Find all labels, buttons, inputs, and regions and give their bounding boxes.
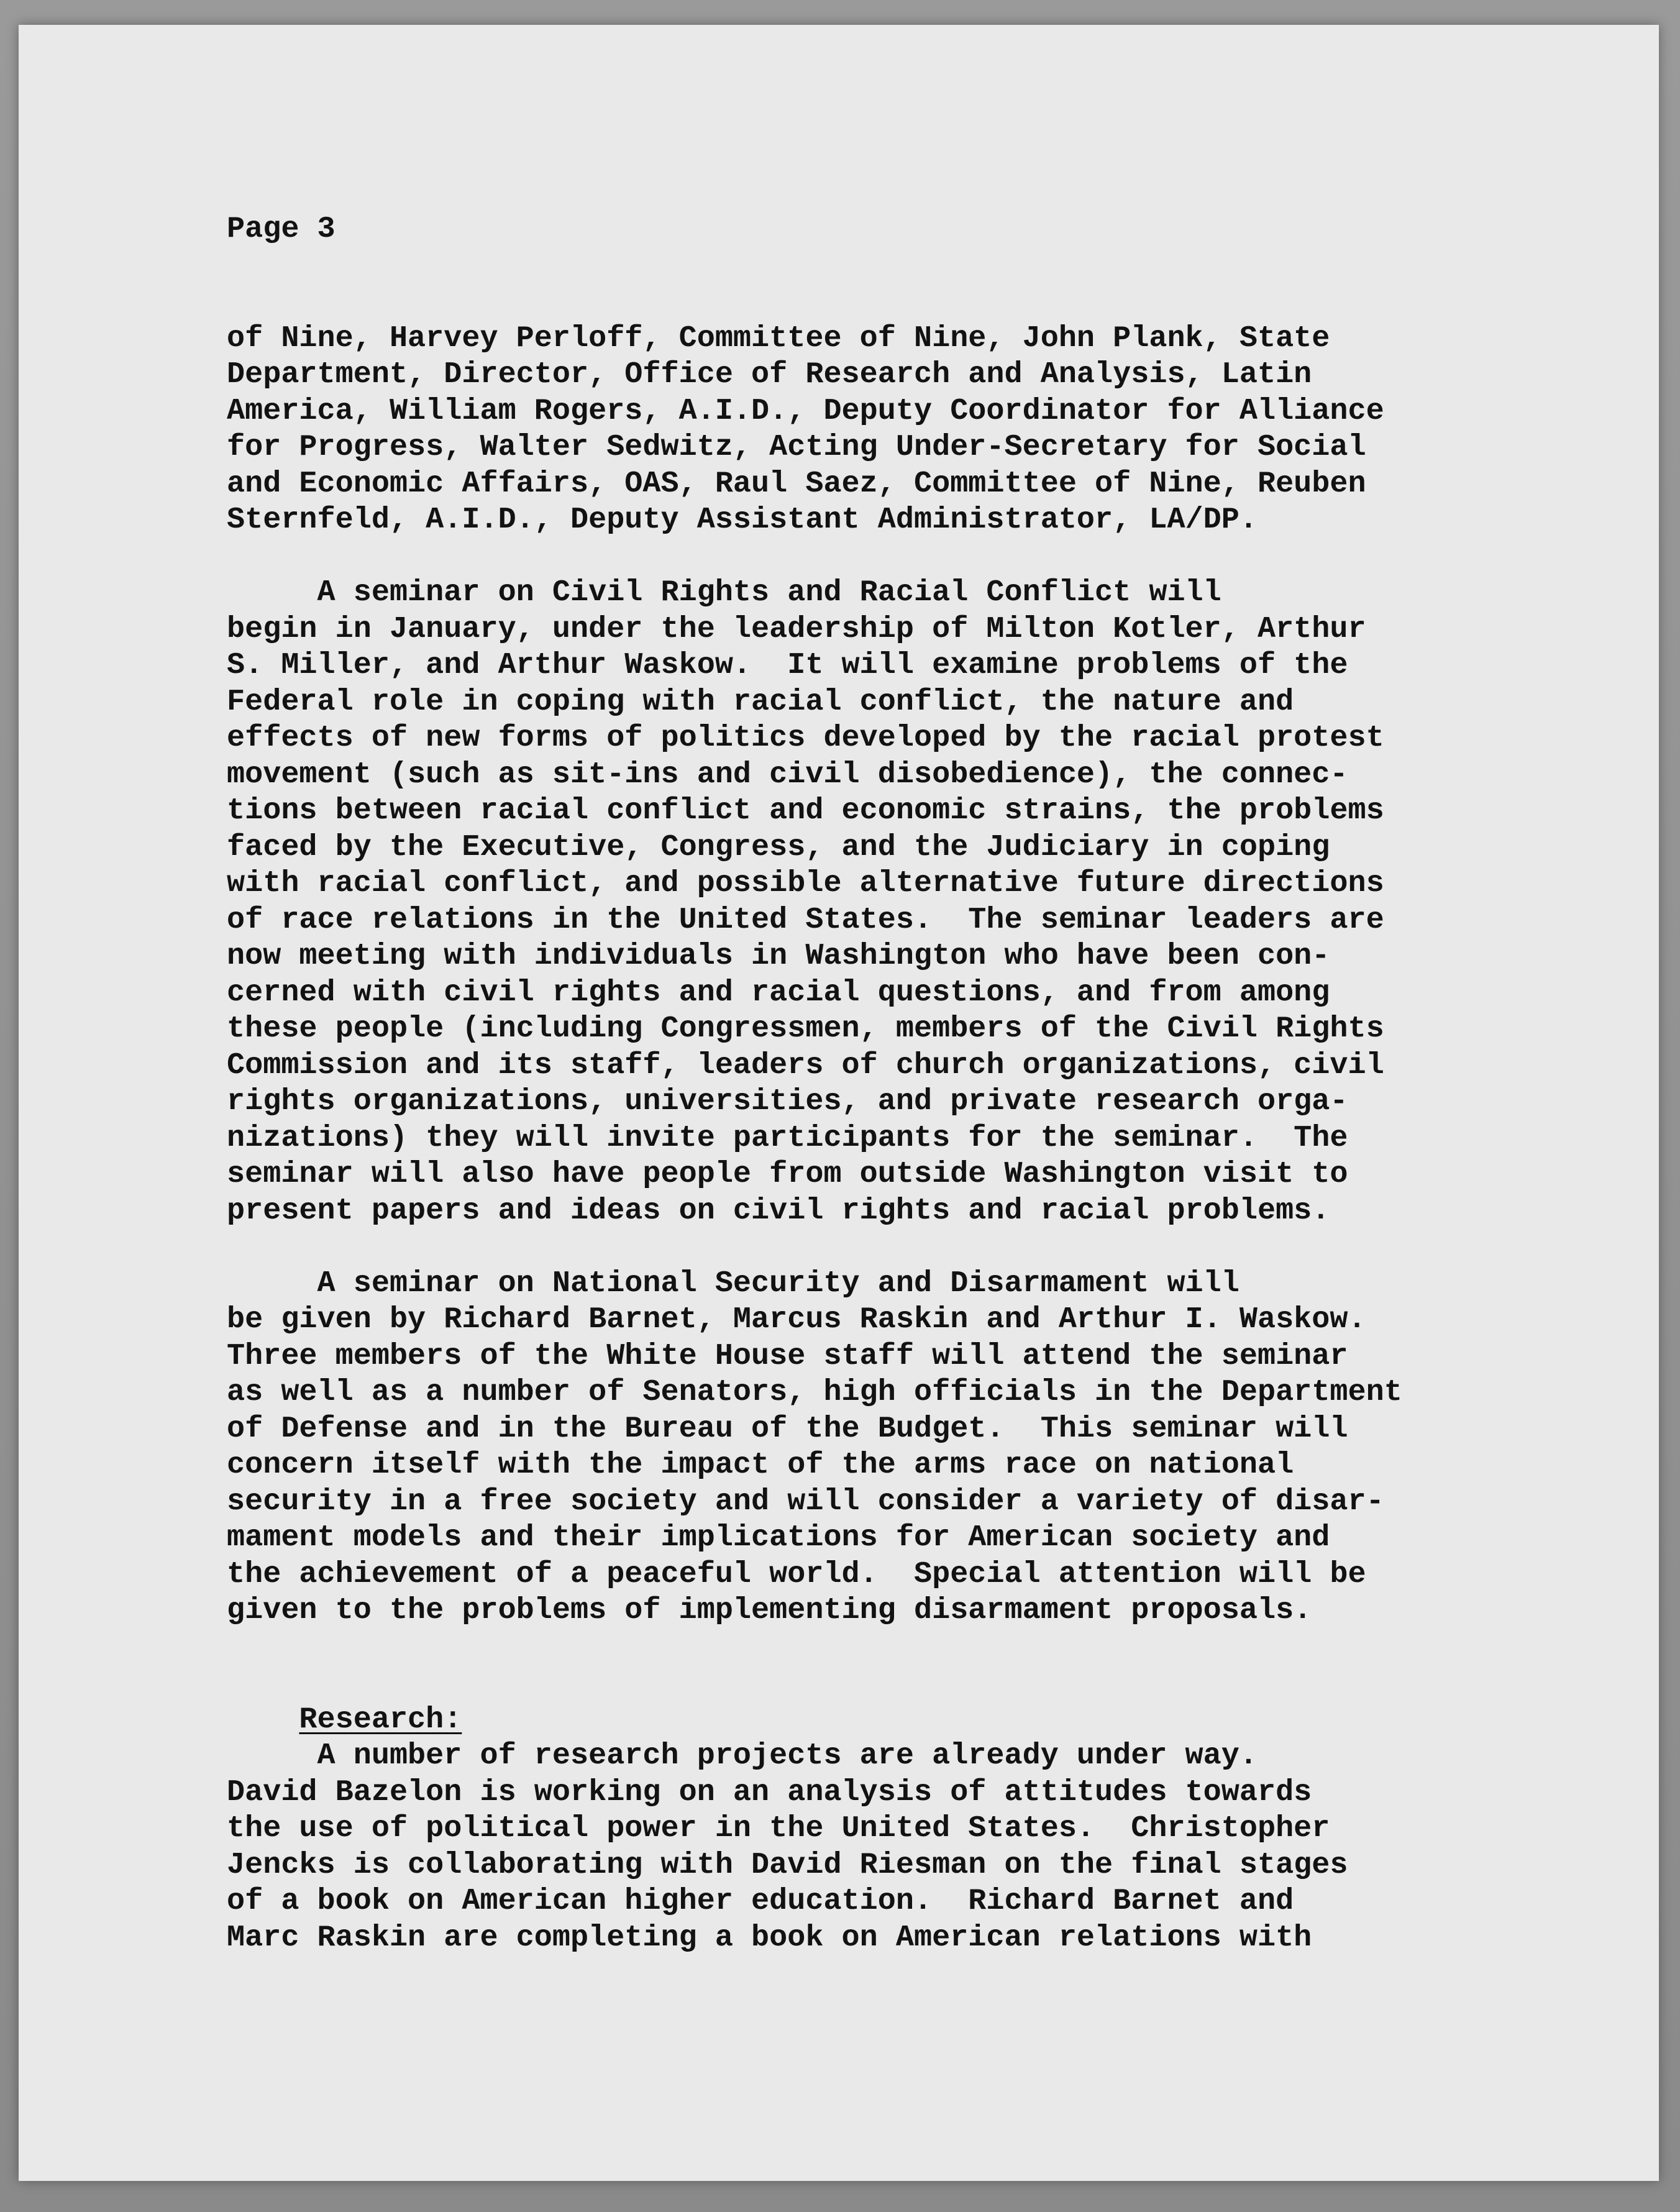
text-line: security in a free society and will consider a variety of disar- <box>227 1484 1384 1519</box>
text-line: be given by Richard Barnet, Marcus Raskin and Arthur I. Waskow. <box>227 1302 1366 1337</box>
text-line: concern itself with the impact of the arms race on national <box>227 1448 1294 1482</box>
text-line: effects of new forms of politics developed by the racial protest <box>227 721 1384 755</box>
spacer <box>227 248 1500 321</box>
text-line: cerned with civil rights and racial questions, and from among <box>227 975 1330 1010</box>
text-line: Marc Raskin are completing a book on American relations with <box>227 1920 1312 1955</box>
spacer <box>227 539 1500 575</box>
section-heading-research: Research: <box>299 1702 462 1737</box>
text-line: the achievement of a peaceful world. Special attention will be <box>227 1556 1366 1591</box>
text-line: for Progress, Walter Sedwitz, Acting Under-Secretary for Social <box>227 430 1366 464</box>
spacer <box>227 1629 1500 1666</box>
paragraph-research <box>227 1738 1500 1956</box>
text-line: of race relations in the United States. The seminar leaders are <box>227 902 1384 937</box>
text-line: movement (such as sit-ins and civil disobedience), the connec- <box>227 757 1348 792</box>
text-line: Three members of the White House staff will attend the seminar <box>227 1338 1348 1373</box>
text-line: Sternfeld, A.I.D., Deputy Assistant Administrator, LA/DP. <box>227 503 1258 537</box>
text-line: mament models and their implications for American society and <box>227 1520 1330 1555</box>
text-line: rights organizations, universities, and private research orga- <box>227 1084 1348 1118</box>
text-line: given to the problems of implementing disarmament proposals. <box>227 1593 1312 1627</box>
text-line: nizations) they will invite participants for the seminar. The <box>227 1120 1348 1155</box>
text-line: begin in January, under the leadership of Milton Kotler, Arthur <box>227 611 1366 646</box>
section-heading-wrap <box>227 1665 1500 1737</box>
page-content <box>227 211 1500 1956</box>
text-line: Federal role in coping with racial conflict, the nature and <box>227 684 1294 719</box>
text-line: with racial conflict, and possible alternative future directions <box>227 866 1384 900</box>
text-line: A seminar on National Security and Disarmament will <box>227 1266 1239 1300</box>
text-line: and Economic Affairs, OAS, Raul Saez, Committee of Nine, Reuben <box>227 466 1366 501</box>
text-line: Jencks is collaborating with David Riesman on the final stages <box>227 1847 1348 1882</box>
text-line: as well as a number of Senators, high officials in the Department <box>227 1375 1402 1409</box>
text-line: of Defense and in the Bureau of the Budget. This seminar will <box>227 1411 1348 1446</box>
text-line: Department, Director, Office of Research and Analysis, Latin <box>227 357 1312 391</box>
page-number: Page 3 <box>227 212 336 246</box>
text-line: America, William Rogers, A.I.D., Deputy Coordinator for Alliance <box>227 393 1384 428</box>
text-line: tions between racial conflict and economic strains, the problems <box>227 793 1384 828</box>
text-line: present papers and ideas on civil rights and racial problems. <box>227 1193 1330 1228</box>
paragraph-civil-rights-seminar <box>227 575 1500 1229</box>
paragraph-participants <box>227 321 1500 539</box>
text-line: faced by the Executive, Congress, and the Judiciary in coping <box>227 830 1330 864</box>
text-line: A seminar on Civil Rights and Racial Conflict will <box>227 575 1221 610</box>
text-line: of a book on American higher education. Richard Barnet and <box>227 1884 1294 1918</box>
text-line: now meeting with individuals in Washington who have been con- <box>227 939 1330 973</box>
text-line: of Nine, Harvey Perloff, Committee of Nine, John Plank, State <box>227 321 1330 355</box>
text-line: seminar will also have people from outside Washington visit to <box>227 1157 1348 1191</box>
spacer <box>227 1229 1500 1266</box>
text-line: A number of research projects are already under way. <box>227 1739 1258 1773</box>
text-line: S. Miller, and Arthur Waskow. It will examine problems of the <box>227 648 1348 682</box>
text-line: Commission and its staff, leaders of church organizations, civil <box>227 1048 1384 1082</box>
text-line: these people (including Congressmen, members of the Civil Rights <box>227 1012 1384 1046</box>
paragraph-security-seminar <box>227 1266 1500 1629</box>
text-line: David Bazelon is working on an analysis of attitudes towards <box>227 1775 1312 1809</box>
text-line: the use of political power in the United States. Christopher <box>227 1811 1330 1845</box>
